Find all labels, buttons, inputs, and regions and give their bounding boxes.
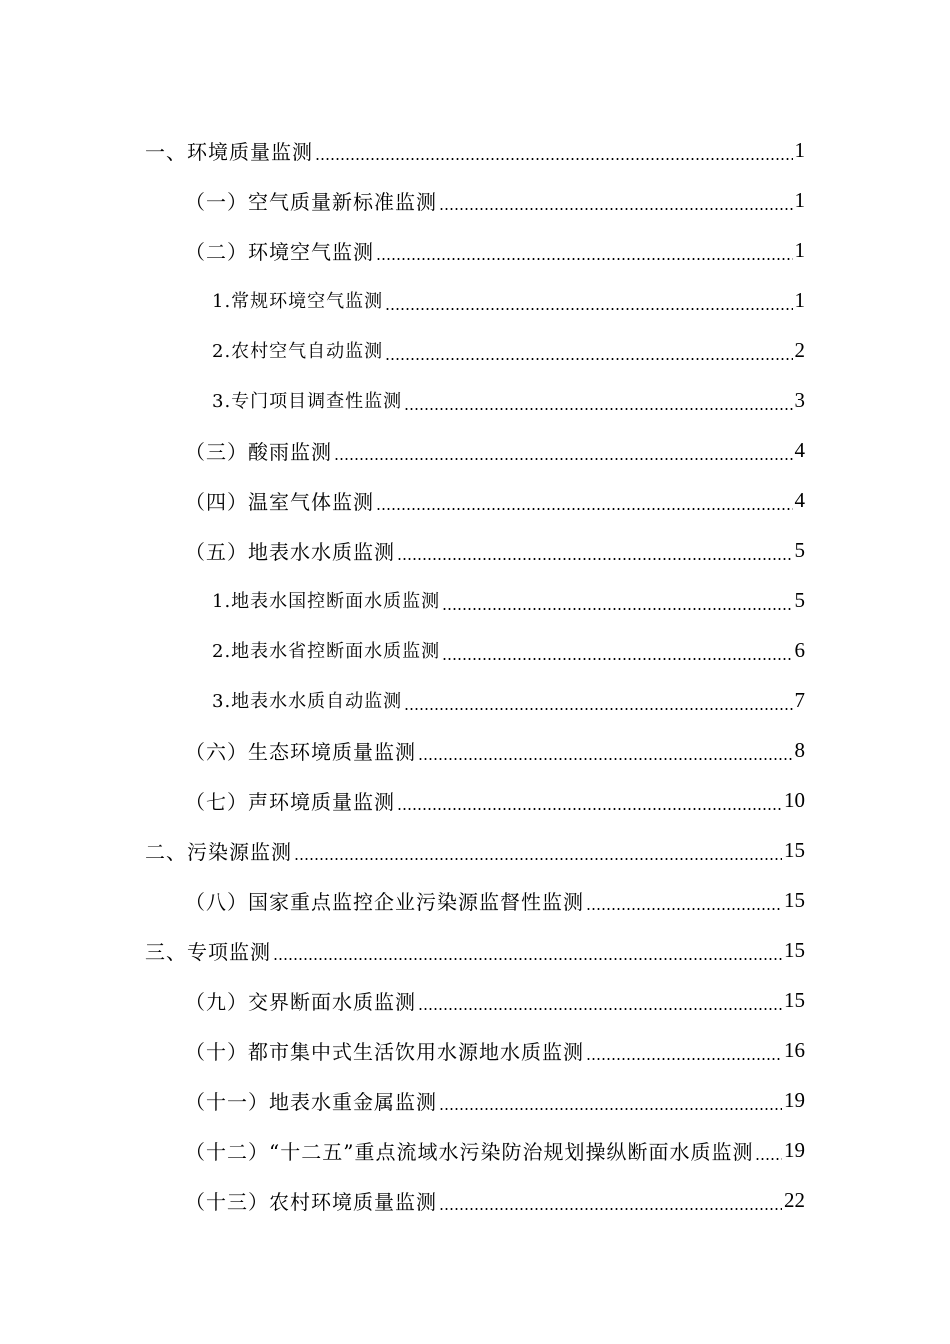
toc-page-number: 19 <box>784 1087 805 1112</box>
toc-entry-title: 二、污染源监测 <box>145 839 292 864</box>
toc-entry-title: （一）空气质量新标准监测 <box>185 189 437 214</box>
toc-entry-title: 三、专项监测 <box>145 939 271 964</box>
toc-entry[interactable] <box>0 1075 950 1125</box>
toc-entry-title: （十三）农村环境质量监测 <box>185 1189 437 1214</box>
dot-leader <box>404 691 792 711</box>
toc-page-number: 3 <box>794 387 805 412</box>
toc-entry-title: 3.专门项目调查性监测 <box>212 391 403 412</box>
toc-entry[interactable] <box>0 525 950 575</box>
toc-page-number: 22 <box>784 1187 805 1212</box>
toc-entry-title: （十二）“十二五”重点流域水污染防治规划操纵断面水质监测 <box>185 1139 754 1164</box>
dot-leader <box>439 191 793 211</box>
toc-entry[interactable] <box>0 125 950 175</box>
dot-leader <box>385 341 792 361</box>
dot-leader <box>385 291 792 311</box>
toc-entry[interactable] <box>0 325 950 375</box>
dot-leader <box>334 441 793 461</box>
toc-page-number: 1 <box>794 287 805 312</box>
toc-entry[interactable] <box>0 675 950 725</box>
toc-entry[interactable] <box>0 375 950 425</box>
toc-entry-title: 1.地表水国控断面水质监测 <box>212 591 441 612</box>
toc-entry-title: 一、环境质量监测 <box>145 139 313 164</box>
toc-entry[interactable] <box>0 825 950 875</box>
toc-entry-title: 2.农村空气自动监测 <box>212 341 384 362</box>
toc-entry[interactable] <box>0 875 950 925</box>
toc-entry[interactable] <box>0 775 950 825</box>
dot-leader <box>376 491 793 511</box>
toc-page-number: 4 <box>794 437 805 462</box>
toc-page-number: 15 <box>784 887 805 912</box>
toc-entry-title: （九）交界断面水质监测 <box>185 989 416 1014</box>
dot-leader <box>404 391 792 411</box>
toc-page-number: 1 <box>794 187 805 212</box>
toc-entry[interactable] <box>0 1025 950 1075</box>
toc-page-number: 8 <box>794 737 805 762</box>
toc-entry-title: （二）环境空气监测 <box>185 239 374 264</box>
dot-leader <box>418 741 793 761</box>
toc-entry[interactable] <box>0 225 950 275</box>
dot-leader <box>418 991 782 1011</box>
dot-leader <box>439 1091 782 1111</box>
toc-page-number: 10 <box>784 787 805 812</box>
toc-entry[interactable] <box>0 625 950 675</box>
toc-page-number: 2 <box>794 337 805 362</box>
toc-entry[interactable] <box>0 1125 950 1175</box>
toc-entry[interactable] <box>0 575 950 625</box>
toc-page-number: 19 <box>784 1137 805 1162</box>
toc-entry[interactable] <box>0 475 950 525</box>
dot-leader <box>442 641 792 661</box>
toc-entry-title: （六）生态环境质量监测 <box>185 739 416 764</box>
dot-leader <box>294 841 782 861</box>
toc-page-number: 4 <box>794 487 805 512</box>
dot-leader <box>273 941 782 961</box>
toc-entry-title: （三）酸雨监测 <box>185 439 332 464</box>
toc-entry-title: （七）声环境质量监测 <box>185 789 395 814</box>
toc-entry-title: （十）都市集中式生活饮用水源地水质监测 <box>185 1039 584 1064</box>
dot-leader <box>376 241 793 261</box>
toc-entry[interactable] <box>0 925 950 975</box>
toc-entry[interactable] <box>0 175 950 225</box>
toc-entry-title: 1.常规环境空气监测 <box>212 291 384 312</box>
toc-page-number: 1 <box>794 237 805 262</box>
toc-entry-title: （四）温室气体监测 <box>185 489 374 514</box>
toc-entry-title: （八）国家重点监控企业污染源监督性监测 <box>185 889 584 914</box>
toc-page-number: 16 <box>784 1037 805 1062</box>
toc-page-number: 6 <box>794 637 805 662</box>
toc-entry-title: 3.地表水水质自动监测 <box>212 691 403 712</box>
toc-entry[interactable] <box>0 975 950 1025</box>
toc-entry[interactable] <box>0 275 950 325</box>
toc-page-number: 5 <box>794 587 805 612</box>
dot-leader <box>397 541 793 561</box>
toc-entry[interactable] <box>0 1175 950 1225</box>
toc-entry[interactable] <box>0 725 950 775</box>
toc-entry-title: （十一）地表水重金属监测 <box>185 1089 437 1114</box>
toc-entry-title: （五）地表水水质监测 <box>185 539 395 564</box>
toc-entry[interactable] <box>0 425 950 475</box>
toc-page-number: 15 <box>784 987 805 1012</box>
dot-leader <box>442 591 792 611</box>
dot-leader <box>586 1041 782 1061</box>
dot-leader <box>586 891 782 911</box>
table-of-contents <box>0 125 950 1225</box>
dot-leader <box>439 1191 782 1211</box>
toc-page-number: 15 <box>784 837 805 862</box>
toc-page-number: 5 <box>794 537 805 562</box>
dot-leader <box>315 141 793 161</box>
toc-entry-title: 2.地表水省控断面水质监测 <box>212 641 441 662</box>
toc-page-number: 15 <box>784 937 805 962</box>
toc-page-number: 1 <box>794 137 805 162</box>
toc-page-number: 7 <box>794 687 805 712</box>
dot-leader <box>755 1141 782 1161</box>
dot-leader <box>397 791 782 811</box>
